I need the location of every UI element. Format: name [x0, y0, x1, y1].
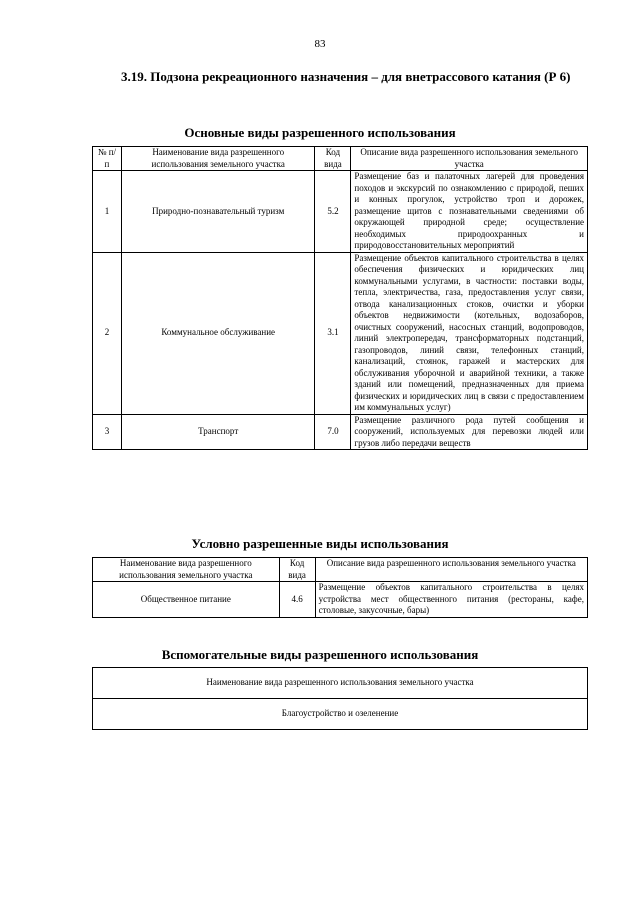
header-name: Наименование вида разрешенного использования земельного участка [93, 668, 588, 699]
table-row [93, 414, 588, 450]
row-description: Размещение различного рода путей сообщения и сооружений, используемых для перевозки людей или грузов либо передачи веществ [351, 414, 588, 450]
row-name: Природно-познавательный туризм [121, 171, 315, 253]
table-row [93, 699, 588, 730]
main-uses-heading: Основные виды разрешенного использования [184, 125, 456, 140]
row-num: 1 [93, 171, 122, 253]
header-code: Код вида [315, 147, 351, 171]
row-name: Транспорт [121, 414, 315, 450]
table-header-row [93, 668, 588, 699]
table-header-row [93, 147, 588, 171]
row-description: Размещение баз и палаточных лагерей для проведения походов и экскурсий по ознакомлению с природой, пеших и конных прогулок, устройство троп и дорожек, размещение щитов с познавательными сведениями об окружающей природной среде; осуществление необходимых природоохранных и природовосстановительных мероприятий [351, 171, 588, 253]
table-row [93, 171, 588, 253]
auxiliary-uses-table [92, 667, 588, 730]
row-num: 2 [93, 252, 122, 414]
row-description: Размещение объектов капитального строительства в целях устройства мест общественного питания (рестораны, кафе, столовые, закусочные, бары) [315, 582, 587, 618]
auxiliary-uses-heading: Вспомогательные виды разрешенного использования [161, 647, 479, 662]
table-row [93, 252, 588, 414]
row-code: 3.1 [315, 252, 351, 414]
conditional-uses-heading: Условно разрешенные виды использования [191, 536, 449, 551]
row-description: Размещение объектов капитального строительства в целях обеспечения физических и юридических лиц коммунальными услугами, в частности: поставки воды, тепла, электричества, газа, предоставления услуг связи, отвода канализационных стоков, очистки и уборки объектов недвижимости (котельных, водозаборов, очистных сооружений, насосных станций, водопроводов, линий электропередач, трансформаторных подстанций, газопроводов, линий связи, телефонных станций, канализаций, стоянок, гаражей и мастерских для обслуживания уборочной и аварийной техники, а также зданий или помещений, предназначенных для приема физических и юридических лиц в связи с предоставлением им коммунальных услуг) [351, 252, 588, 414]
page-number: 83 [314, 38, 326, 50]
row-code: 4.6 [279, 582, 315, 618]
row-name: Благоустройство и озеленение [93, 699, 588, 730]
header-description: Описание вида разрешенного использования земельного участка [351, 147, 588, 171]
row-name: Коммунальное обслуживание [121, 252, 315, 414]
header-num: № п/п [93, 147, 122, 171]
row-name: Общественное питание [93, 582, 280, 618]
section-title: 3.19. Подзона рекреационного назначения – для внетрассового катания (Р 6) [121, 69, 571, 84]
conditional-uses-table [92, 557, 588, 618]
table-header-row [93, 558, 588, 582]
main-uses-table [92, 146, 588, 450]
row-code: 5.2 [315, 171, 351, 253]
header-name: Наименование вида разрешенного использования земельного участка [93, 558, 280, 582]
row-num: 3 [93, 414, 122, 450]
header-description: Описание вида разрешенного использования земельного участка [315, 558, 587, 582]
header-name: Наименование вида разрешенного использования земельного участка [121, 147, 315, 171]
table-row [93, 582, 588, 618]
header-code: Код вида [279, 558, 315, 582]
row-code: 7.0 [315, 414, 351, 450]
